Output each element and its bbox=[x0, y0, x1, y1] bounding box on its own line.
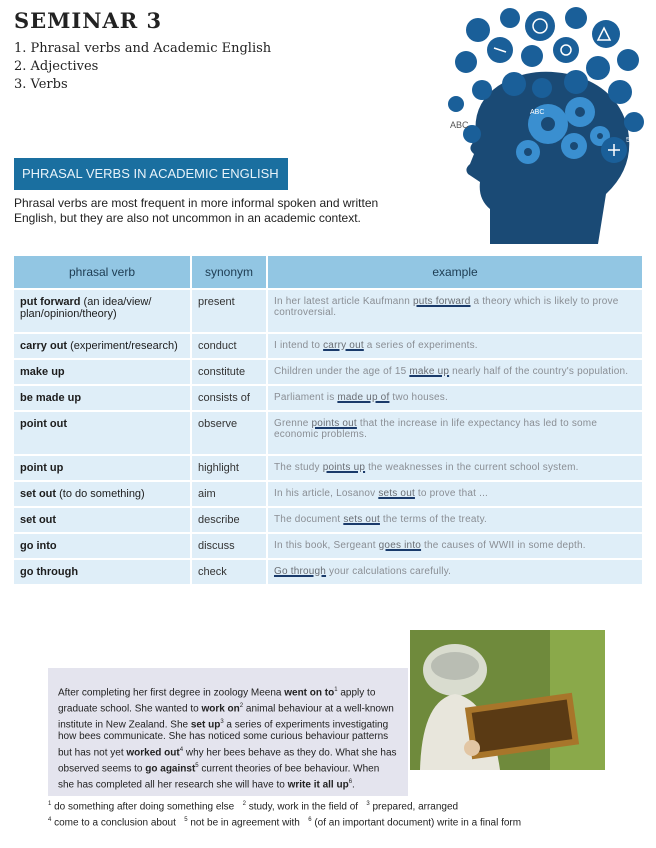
synonym: observe bbox=[191, 411, 267, 455]
table-row bbox=[14, 559, 643, 584]
footnote-ref: 3 bbox=[220, 718, 224, 725]
phrasal-verb: carry out bbox=[20, 340, 68, 352]
phrasal-verb: make up bbox=[20, 366, 65, 378]
example: I intend to carry out a series of experiments. bbox=[267, 333, 643, 359]
example: In his article, Losanov sets out to prove that ... bbox=[267, 481, 643, 507]
toc-item: 2. Adjectives bbox=[14, 59, 99, 74]
example: In this book, Sergeant goes into the causes of WWII in some depth. bbox=[267, 533, 643, 559]
intro-paragraph: Phrasal verbs are most frequent in more informal spoken and written English, but they are also not uncommon in an academic context. bbox=[14, 196, 379, 225]
phrasal-verbs-table bbox=[14, 256, 644, 584]
example: Parliament is made up of two houses. bbox=[267, 385, 643, 411]
reading-passage: After completing her first degree in zoology Meena went on $to^1$ apply to graduate school. She wanted to work $on^2$ animal behaviour at a well-known institute in New Zealand. She set $up^3$ a series of experiments investigating how bees communicate. She has noticed some curious behaviour patterns but has not yet worked out$^4$ why her bees behave as they do. What she has observed seems to go against$^5$ current theories of bee behaviour. When she has completed all her research she will have to write it all $up^6$. bbox=[48, 668, 408, 796]
beekeeper-photo bbox=[410, 630, 605, 770]
phrasal-verb: put forward bbox=[20, 296, 81, 308]
footnote-text: not be in agreement with bbox=[190, 817, 300, 829]
footnotes bbox=[48, 798, 548, 830]
footnote-ref: 6 bbox=[348, 778, 353, 785]
column-header: synonym bbox=[191, 256, 267, 289]
footnote-ref: 2 bbox=[239, 702, 244, 709]
column-header: phrasal verb bbox=[14, 256, 191, 289]
synonym: conduct bbox=[191, 333, 267, 359]
footnote-number: 4 bbox=[48, 816, 52, 823]
column-header: example bbox=[267, 256, 643, 289]
highlighted-verb: went on to bbox=[284, 687, 335, 699]
brain-label: ABC bbox=[530, 109, 545, 116]
table-row bbox=[14, 481, 643, 507]
verb-highlight: points out bbox=[311, 418, 357, 429]
verb-highlight: goes into bbox=[378, 540, 422, 551]
verb-highlight: sets out bbox=[378, 488, 415, 499]
phrasal-verb: be made up bbox=[20, 392, 82, 404]
footnote-number: 5 bbox=[184, 816, 188, 823]
table-row bbox=[14, 455, 643, 481]
toc-item: 1. Phrasal verbs and Academic English bbox=[14, 41, 272, 56]
example: Go through your calculations carefully. bbox=[267, 559, 643, 584]
synonym: present bbox=[191, 289, 267, 333]
example: The document sets out the terms of the treaty. bbox=[267, 507, 643, 533]
verb-highlight: carry out bbox=[323, 340, 364, 351]
example: Grenne points out that the increase in life expectancy has led to some economic problems. bbox=[267, 411, 643, 455]
table-of-contents bbox=[14, 40, 271, 94]
synonym: constitute bbox=[191, 359, 267, 385]
phrasal-verb: go through bbox=[20, 566, 79, 578]
highlighted-verb: worked out bbox=[126, 747, 180, 759]
highlighted-verb: set up bbox=[190, 718, 221, 730]
brain-label: ABC bbox=[450, 120, 469, 130]
highlighted-verb: go against bbox=[145, 763, 196, 775]
verb-highlight: made up of bbox=[337, 392, 390, 403]
footnote-text: come to a conclusion about bbox=[54, 817, 176, 829]
example: The study points up the weaknesses in the current school system. bbox=[267, 455, 643, 481]
footnote-text: (of an important document) write in a final form bbox=[314, 817, 522, 829]
footnote-number: 2 bbox=[242, 801, 246, 807]
page-title: SEMINAR 3 bbox=[14, 8, 163, 33]
synonym: consists of bbox=[191, 385, 267, 411]
table-row bbox=[14, 359, 643, 385]
verb-highlight: make up bbox=[409, 366, 450, 377]
verb-context: (experiment/research) bbox=[67, 340, 178, 352]
brain-label: 50 bbox=[626, 137, 634, 144]
footnote-number: 1 bbox=[48, 801, 52, 807]
table-row bbox=[14, 333, 643, 359]
toc-item: 3. Verbs bbox=[14, 77, 68, 92]
phrasal-verb: go into bbox=[20, 540, 57, 552]
footnote-number: 6 bbox=[308, 816, 312, 823]
phrasal-verb: set out bbox=[20, 514, 57, 526]
synonym: discuss bbox=[191, 533, 267, 559]
footnote-ref: 1 bbox=[334, 687, 338, 693]
example: Children under the age of 15 make up nearly half of the country's population. bbox=[267, 359, 643, 385]
footnote-ref: 4 bbox=[179, 746, 184, 753]
phrasal-verb: set out bbox=[20, 488, 57, 500]
table-row bbox=[14, 507, 643, 533]
verb-context: (to do something) bbox=[56, 488, 145, 500]
footnote-text: prepared, arranged bbox=[372, 801, 459, 813]
synonym: highlight bbox=[191, 455, 267, 481]
table-row bbox=[14, 385, 643, 411]
highlighted-verb: write it all up bbox=[287, 778, 349, 790]
table-row bbox=[14, 533, 643, 559]
verb-highlight: puts forward bbox=[413, 296, 471, 307]
footnote-number: 3 bbox=[366, 801, 370, 807]
verb-highlight: Go through bbox=[274, 566, 327, 577]
synonym: describe bbox=[191, 507, 267, 533]
highlighted-verb: work on bbox=[201, 703, 240, 715]
footnote-text: do something after doing something else bbox=[54, 801, 235, 813]
example: In her latest article Kaufmann puts forward a theory which is likely to prove controversial. bbox=[267, 289, 643, 333]
footnote-text: study, work in the field of bbox=[248, 801, 359, 813]
phrasal-verb: point up bbox=[20, 462, 64, 474]
footnote-ref: 5 bbox=[195, 762, 199, 769]
verb-highlight: sets out bbox=[343, 514, 380, 525]
table-row bbox=[14, 289, 643, 333]
phrasal-verb: point out bbox=[20, 418, 68, 430]
table-row bbox=[14, 411, 643, 455]
synonym: check bbox=[191, 559, 267, 584]
head-with-icons-illustration bbox=[428, 4, 650, 244]
synonym: aim bbox=[191, 481, 267, 507]
verb-highlight: points up bbox=[322, 462, 366, 473]
section-banner: PHRASAL VERBS IN ACADEMIC ENGLISH bbox=[14, 158, 288, 190]
verb-context: (an idea/view/ plan/opinion/theory) bbox=[20, 296, 152, 320]
